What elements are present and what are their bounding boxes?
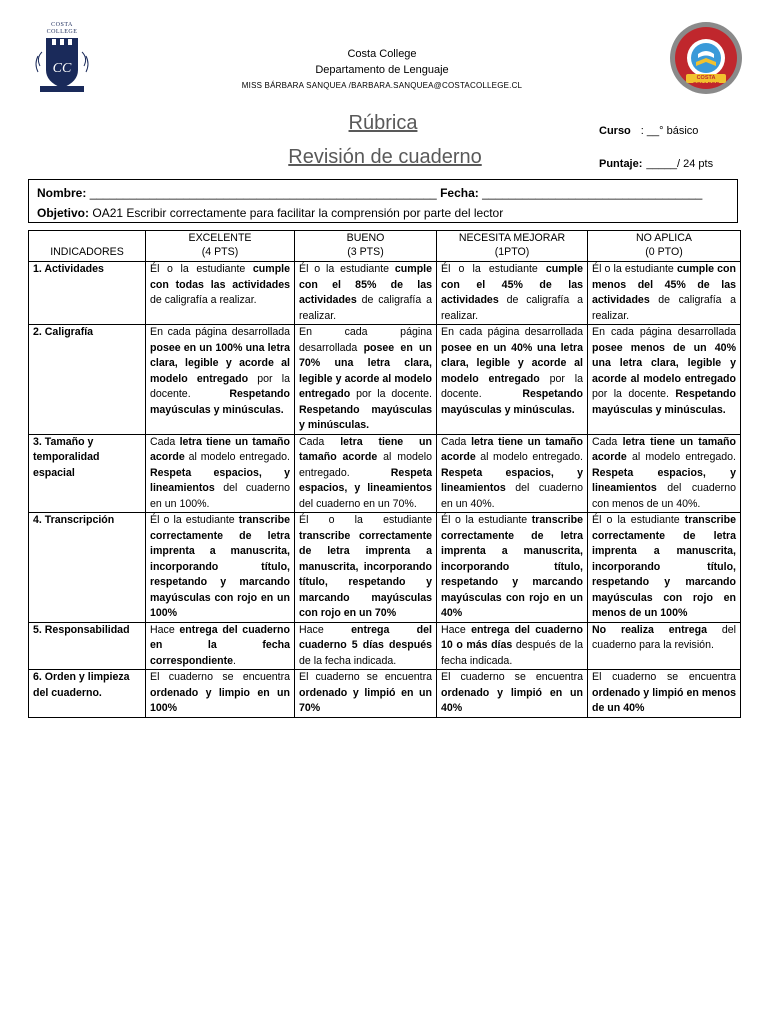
nombre-blank[interactable]: ____________________________________________________ — [89, 186, 437, 200]
header-indicadores — [29, 231, 146, 262]
indicator-cell: 1. Actividades — [29, 262, 146, 325]
criteria-bold-text: posee en un 70% una letra clara, legible y acorde al modelo entregado — [299, 341, 432, 400]
criteria-bold-text: Respeta espacios, y lineamientos — [441, 466, 583, 494]
criteria-bold-text: transcribe correctamente de letra imprenta a manuscrita, incorporando título, respetando y marcando mayúsculas con rojo en menos de un 100% — [592, 514, 736, 619]
department-seal-logo — [668, 20, 744, 96]
criteria-text: del cuaderno con menos de un 40%. — [592, 482, 736, 510]
criteria-text: Cada — [592, 435, 623, 448]
seal-label: COSTA COLLEGE — [692, 75, 720, 88]
criteria-bold-text: ordenado y limpio en un 100% — [150, 686, 290, 714]
criteria-cell — [295, 262, 437, 325]
criteria-text: después de la fecha indicada. — [441, 639, 583, 667]
header-text: NECESITA MEJORAR — [458, 232, 566, 244]
criteria-text: Él o la estudiante — [150, 263, 253, 275]
document-header — [200, 46, 564, 94]
nombre-label: Nombre: — [37, 186, 87, 200]
criteria-cell — [588, 513, 741, 623]
crest-shield-icon — [30, 36, 94, 96]
criteria-bold-text: Respetando mayúsculas y minúsculas. — [441, 388, 583, 416]
criteria-bold-text: No realiza entrega — [592, 623, 708, 636]
criteria-text: de caligrafía a realizar. — [150, 294, 257, 306]
criteria-bold-text: posee en un 100% una letra clara, legible y acorde al modelo entregado — [150, 341, 290, 385]
criteria-text: de caligrafía a realizar. — [441, 294, 583, 322]
criteria-text: al modelo entregado. — [626, 451, 736, 463]
criteria-bold-text: cumple con todas las actividades — [150, 263, 290, 291]
header-text: (1PTO) — [494, 246, 530, 258]
criteria-bold-text: entrega del cuaderno 5 días después — [299, 623, 432, 651]
criteria-text: Él o la estudiante — [299, 514, 432, 526]
criteria-cell — [588, 622, 741, 670]
criteria-text: por la docente. — [150, 372, 290, 400]
curso-label: Curso — [599, 125, 631, 137]
curso-field — [599, 125, 698, 137]
criteria-bold-text: cumple con el 45% de las actividades — [441, 263, 583, 306]
criteria-text: En cada página desarrollada — [299, 326, 432, 354]
indicator-cell: 2. Caligrafía — [29, 325, 146, 435]
criteria-bold-text: Respetando mayúsculas y minúsculas. — [592, 388, 736, 416]
criteria-bold-text: Respetando mayúsculas y minúsculas. — [150, 388, 290, 416]
criteria-cell — [295, 434, 437, 513]
criteria-bold-text: ordenado y limpió en un 70% — [299, 686, 432, 714]
criteria-bold-text: posee menos de un 40% una letra clara, legible y acorde al modelo entregado — [592, 341, 736, 385]
criteria-bold-text: transcribe correctamente de letra imprenta a manuscrita, incorporando título, respetando y marcando mayúsculas con rojo en un 40% — [441, 514, 583, 619]
criteria-text: Cada — [441, 435, 472, 448]
indicator-cell: 5. Responsabilidad — [29, 622, 146, 670]
puntaje-field — [599, 158, 713, 170]
criteria-bold-text: cumple con el 85% de las actividades — [299, 263, 432, 306]
criteria-cell — [588, 325, 741, 435]
student-info-box — [28, 179, 738, 223]
criteria-cell — [146, 670, 295, 718]
criteria-text: Cada — [299, 435, 341, 448]
table-row — [29, 434, 741, 513]
header-text: BUENO — [346, 232, 385, 244]
header-text: (3 PTS) — [347, 246, 384, 258]
table-row — [29, 262, 741, 325]
criteria-bold-text: entrega del cuaderno en la fecha correspondiente — [150, 623, 290, 667]
criteria-text: del cuaderno en un 70%. — [299, 497, 417, 510]
criteria-text: El cuaderno se encuentra — [441, 671, 583, 683]
title-rubrica: Rúbrica — [348, 112, 418, 134]
school-name: Costa College — [347, 48, 417, 60]
header-level-3 — [437, 231, 588, 262]
criteria-cell — [146, 262, 295, 325]
criteria-text: al modelo entregado. — [184, 451, 290, 463]
criteria-cell — [588, 670, 741, 718]
criteria-cell — [437, 622, 588, 670]
criteria-text: Él o la estudiante — [441, 514, 532, 526]
indicator-cell: 3. Tamaño y temporalidad espacial — [29, 434, 146, 513]
criteria-bold-text: transcribe correctamente de letra imprenta a manuscrita, incorporando título, respetando y marcando mayúsculas con rojo en un 70% — [299, 529, 432, 619]
table-row — [29, 670, 741, 718]
criteria-text: En cada página desarrollada — [592, 326, 736, 338]
criteria-text: por la docente. — [441, 372, 583, 400]
criteria-bold-text: posee en un 40% una letra clara, legible y acorde al modelo entregado — [441, 341, 583, 385]
rubric-table — [28, 230, 741, 718]
criteria-text: Él o la estudiante — [441, 263, 546, 275]
criteria-text: Hace — [299, 623, 352, 636]
criteria-text: Hace — [441, 623, 472, 636]
criteria-text: del cuaderno en un 40%. — [441, 482, 583, 510]
criteria-cell — [295, 325, 437, 435]
table-row — [29, 325, 741, 435]
criteria-bold-text: Respeta espacios, y lineamientos — [150, 466, 290, 494]
criteria-text: de caligrafía a realizar. — [592, 294, 736, 322]
teacher-email: MISS BÁRBARA SANQUEA /BARBARA.SANQUEA@COSTACOLLEGE.CL — [241, 81, 523, 90]
crest-text-line1: COSTA — [51, 22, 73, 28]
criteria-text: En cada página desarrollada — [150, 326, 290, 338]
header-level-4 — [588, 231, 741, 262]
criteria-cell — [437, 434, 588, 513]
criteria-text: del cuaderno en un 100%. — [150, 482, 290, 510]
criteria-text: al modelo entregado. — [299, 451, 432, 479]
criteria-bold-text: ordenado y limpió en un 40% — [441, 686, 583, 714]
criteria-text: El cuaderno se encuentra — [592, 671, 736, 683]
indicator-cell: 6. Orden y limpieza del cuaderno. — [29, 670, 146, 718]
header-text: NO APLICA — [636, 232, 692, 244]
header-text: INDICADORES — [50, 246, 124, 258]
criteria-text: del cuaderno para la revisión. — [592, 623, 736, 651]
school-crest-logo — [30, 22, 94, 96]
criteria-bold-text: Respeta espacios, y lineamientos — [299, 466, 432, 494]
fecha-blank[interactable]: _________________________________ — [482, 186, 703, 200]
svg-text:CC: CC — [52, 61, 72, 76]
header-level-2 — [295, 231, 437, 262]
criteria-bold-text: entrega del cuaderno 10 o más días — [441, 623, 583, 651]
objetivo-label: Objetivo: — [37, 206, 90, 220]
criteria-text: al modelo entregado. — [475, 451, 583, 463]
criteria-bold-text: letra tiene un tamaño acorde — [592, 435, 736, 463]
criteria-text: El cuaderno se encuentra — [150, 671, 290, 683]
criteria-cell — [146, 434, 295, 513]
criteria-text: Cada — [150, 435, 180, 448]
crest-text-line2: COLLEGE — [46, 29, 78, 35]
criteria-bold-text: ordenado y limpió en menos de un 40% — [592, 686, 736, 714]
criteria-text: En cada página desarrollada — [441, 326, 583, 338]
table-row — [29, 622, 741, 670]
criteria-text: por la docente. — [350, 388, 432, 400]
criteria-cell — [437, 325, 588, 435]
criteria-cell — [295, 513, 437, 623]
criteria-text: Él o la estudiante — [592, 263, 677, 275]
criteria-bold-text: cumple con menos del 45% de las actividades — [592, 263, 737, 306]
criteria-text: Él o la estudiante — [150, 514, 239, 526]
indicator-cell: 4. Transcripción — [29, 513, 146, 623]
objetivo-row — [37, 203, 729, 223]
criteria-bold-text: letra tiene un tamaño acorde — [150, 435, 290, 463]
criteria-bold-text: Respetando mayúsculas y minúsculas. — [299, 403, 432, 431]
criteria-text: por la docente. — [592, 388, 676, 400]
criteria-text: de caligrafía a realizar. — [299, 294, 432, 322]
table-row — [29, 513, 741, 623]
header-text: (4 PTS) — [201, 246, 239, 258]
criteria-cell — [588, 262, 741, 325]
criteria-cell — [146, 622, 295, 670]
header-text: (0 PTO) — [645, 246, 683, 258]
criteria-text: Él o la estudiante — [592, 514, 685, 526]
criteria-text: Él o la estudiante — [299, 263, 395, 275]
title-revision: Revisión de cuaderno — [288, 146, 482, 168]
header-level-1 — [146, 231, 295, 262]
department-name: Departamento de Lenguaje — [315, 64, 449, 76]
puntaje-label: Puntaje: — [599, 158, 643, 170]
criteria-cell — [295, 670, 437, 718]
criteria-cell — [437, 670, 588, 718]
criteria-cell — [588, 434, 741, 513]
criteria-bold-text: letra tiene un tamaño acorde — [441, 435, 583, 463]
criteria-cell — [437, 262, 588, 325]
fecha-label: Fecha: — [440, 186, 479, 200]
header-text: EXCELENTE — [188, 232, 252, 244]
criteria-text: de la fecha indicada. — [299, 654, 397, 667]
criteria-bold-text: letra tiene un tamaño acorde — [299, 435, 432, 463]
name-date-row — [37, 183, 729, 203]
criteria-cell — [146, 513, 295, 623]
objetivo-text: OA21 Escribir correctamente para facilitar la comprensión por parte del lector — [92, 206, 504, 220]
criteria-text: El cuaderno se encuentra — [299, 671, 432, 683]
puntaje-value: _____/ 24 pts — [646, 158, 714, 170]
criteria-text: . — [233, 654, 236, 667]
criteria-bold-text: transcribe correctamente de letra imprenta a manuscrita, incorporando título, respetando y marcando mayúsculas con rojo en un 100% — [150, 514, 290, 619]
criteria-bold-text: Respeta espacios, y lineamientos — [592, 466, 736, 494]
curso-value: : __° básico — [640, 125, 699, 137]
criteria-text: Hace — [150, 623, 180, 636]
rubric-body — [29, 262, 741, 718]
rubric-header-row — [29, 231, 741, 262]
criteria-cell — [146, 325, 295, 435]
criteria-cell — [437, 513, 588, 623]
criteria-cell — [295, 622, 437, 670]
